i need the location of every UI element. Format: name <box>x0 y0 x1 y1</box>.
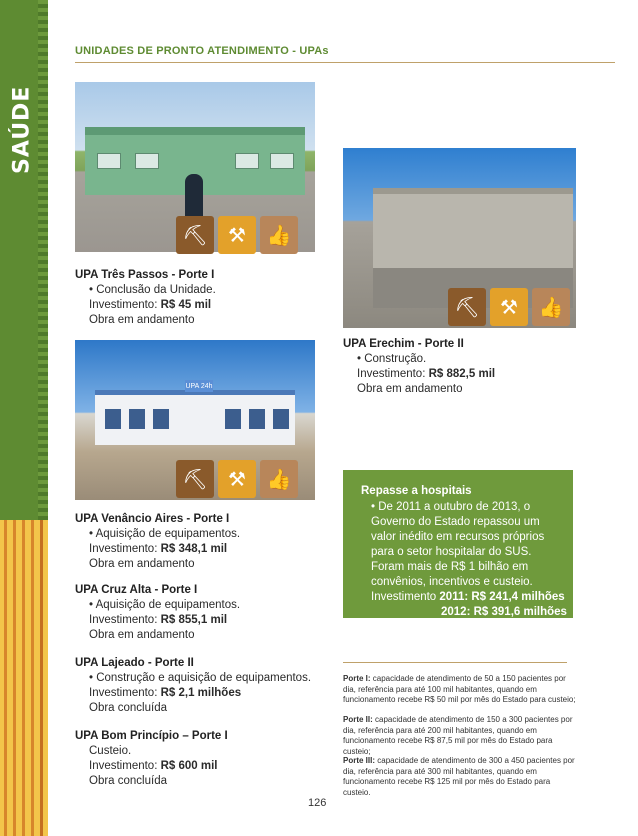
upa-investment: Investimento: R$ 348,1 mil <box>89 543 228 555</box>
upa-title: UPA Cruz Alta - Porte I <box>75 584 198 596</box>
upa-title: UPA Erechim - Porte II <box>343 338 464 350</box>
upa-title: UPA Três Passos - Porte I <box>75 269 215 281</box>
upa-status: Obra concluída <box>89 775 167 787</box>
upa-title: UPA Venâncio Aires - Porte I <box>75 513 230 525</box>
upa-bullet: • Aquisição de equipamentos. <box>89 599 241 611</box>
repasse-2013: 2013: R$ 457,3 milhões <box>441 621 567 633</box>
investment-value: R$ 45 mil <box>160 299 212 311</box>
left-decorative-sidebar <box>0 0 48 836</box>
repasse-body <box>371 500 567 635</box>
upa-investment: Investimento: R$ 882,5 mil <box>357 368 496 380</box>
upa-status: Obra em andamento <box>89 558 195 570</box>
upa-lajeado-block <box>75 656 311 716</box>
thumbs-up-icon: 👍 <box>260 460 298 498</box>
note-porte-2: Porte II: capacidade de atendimento de 150 a 300 pacientes por dia, referência para até 200 mil habitantes, quando em funcionamento recebe R$ 87,5 mil por mês do Estado para custeio; <box>343 715 573 756</box>
thumbs-up-icon: 👍 <box>532 288 570 326</box>
section-label: SAÚDE <box>9 85 35 175</box>
worker-icon: ⚒ <box>490 288 528 326</box>
upa-tres-passos-block <box>75 268 216 328</box>
upa-investment: Investimento: R$ 2,1 milhões <box>89 687 242 699</box>
upa-bullet: • Construção. <box>357 353 427 365</box>
upa-title: UPA Lajeado - Porte II <box>75 657 194 669</box>
repasse-2012: 2012: R$ 391,6 milhões <box>441 606 567 618</box>
upa-investment: Investimento: R$ 600 mil <box>89 760 218 772</box>
upa-cruz-alta-block <box>75 583 240 643</box>
thumbs-up-icon: 👍 <box>260 216 298 254</box>
status-icon-row <box>448 288 570 326</box>
note-porte-3: Porte III: capacidade de atendimento de 300 a 450 pacientes por dia, referência para até 300 mil habitantes, quando em funcionamento recebe R$ 125 mil por mês do Estado para custeio. <box>343 756 575 797</box>
upa-bullet: • Conclusão da Unidade. <box>89 284 216 296</box>
notes-divider <box>343 662 567 663</box>
upa-status: Obra em andamento <box>357 383 463 395</box>
construction-machine-icon: ⛏ <box>176 460 214 498</box>
building <box>373 188 573 274</box>
upa-bullet: • Construção e aquisição de equipamentos. <box>89 672 312 684</box>
repasse-hospitais-box <box>343 470 573 633</box>
status-icon-row <box>176 216 298 254</box>
repasse-title: Repasse a hospitais <box>361 485 472 497</box>
upa-bullet: Custeio. <box>89 745 132 757</box>
upa-sign: UPA 24h <box>185 380 213 392</box>
construction-machine-icon: ⛏ <box>176 216 214 254</box>
construction-machine-icon: ⛏ <box>448 288 486 326</box>
upa-investment: Investimento: R$ 45 mil <box>89 299 212 311</box>
repasse-invest-label: Investimento <box>371 591 440 603</box>
page-header-title: UNIDADES DE PRONTO ATENDIMENTO - UPAs <box>75 45 329 57</box>
upa-bom-principio-block <box>75 729 228 789</box>
investment-value: R$ 348,1 mil <box>160 543 228 555</box>
header-divider <box>75 62 615 63</box>
note-porte-1: Porte I: capacidade de atendimento de 50 a 150 pacientes por dia, referência para até 100 mil habitantes, quando em funcionamento recebe R$ 50 mil por mês do Estado para custeio; <box>343 674 576 704</box>
upa-title: UPA Bom Princípio – Porte I <box>75 730 228 742</box>
upa-status: Obra em andamento <box>89 314 195 326</box>
upa-status: Obra em andamento <box>89 629 195 641</box>
upa-bullet: • Aquisição de equipamentos. <box>89 528 241 540</box>
repasse-text: • De 2011 a outubro de 2013, o Governo do Estado repassou um valor inédito em recursos próprios para o setor hospitalar do SUS. Foram mais de R$ 1 bilhão em convênios, incentivos e custeio. <box>371 501 545 588</box>
upa-venancio-block <box>75 512 240 572</box>
upa-erechim-block <box>343 337 495 397</box>
investment-value: R$ 882,5 mil <box>428 368 496 380</box>
page-number: 126 <box>308 797 327 809</box>
status-icon-row <box>176 460 298 498</box>
sidebar-green-band <box>0 0 48 520</box>
building <box>95 390 295 445</box>
investment-value: R$ 2,1 milhões <box>160 687 242 699</box>
repasse-2011: 2011: R$ 241,4 milhões <box>439 591 565 603</box>
upa-investment: Investimento: R$ 855,1 mil <box>89 614 228 626</box>
worker-icon: ⚒ <box>218 460 256 498</box>
worker-icon: ⚒ <box>218 216 256 254</box>
upa-status: Obra concluída <box>89 702 167 714</box>
investment-value: R$ 600 mil <box>160 760 218 772</box>
investment-value: R$ 855,1 mil <box>160 614 228 626</box>
